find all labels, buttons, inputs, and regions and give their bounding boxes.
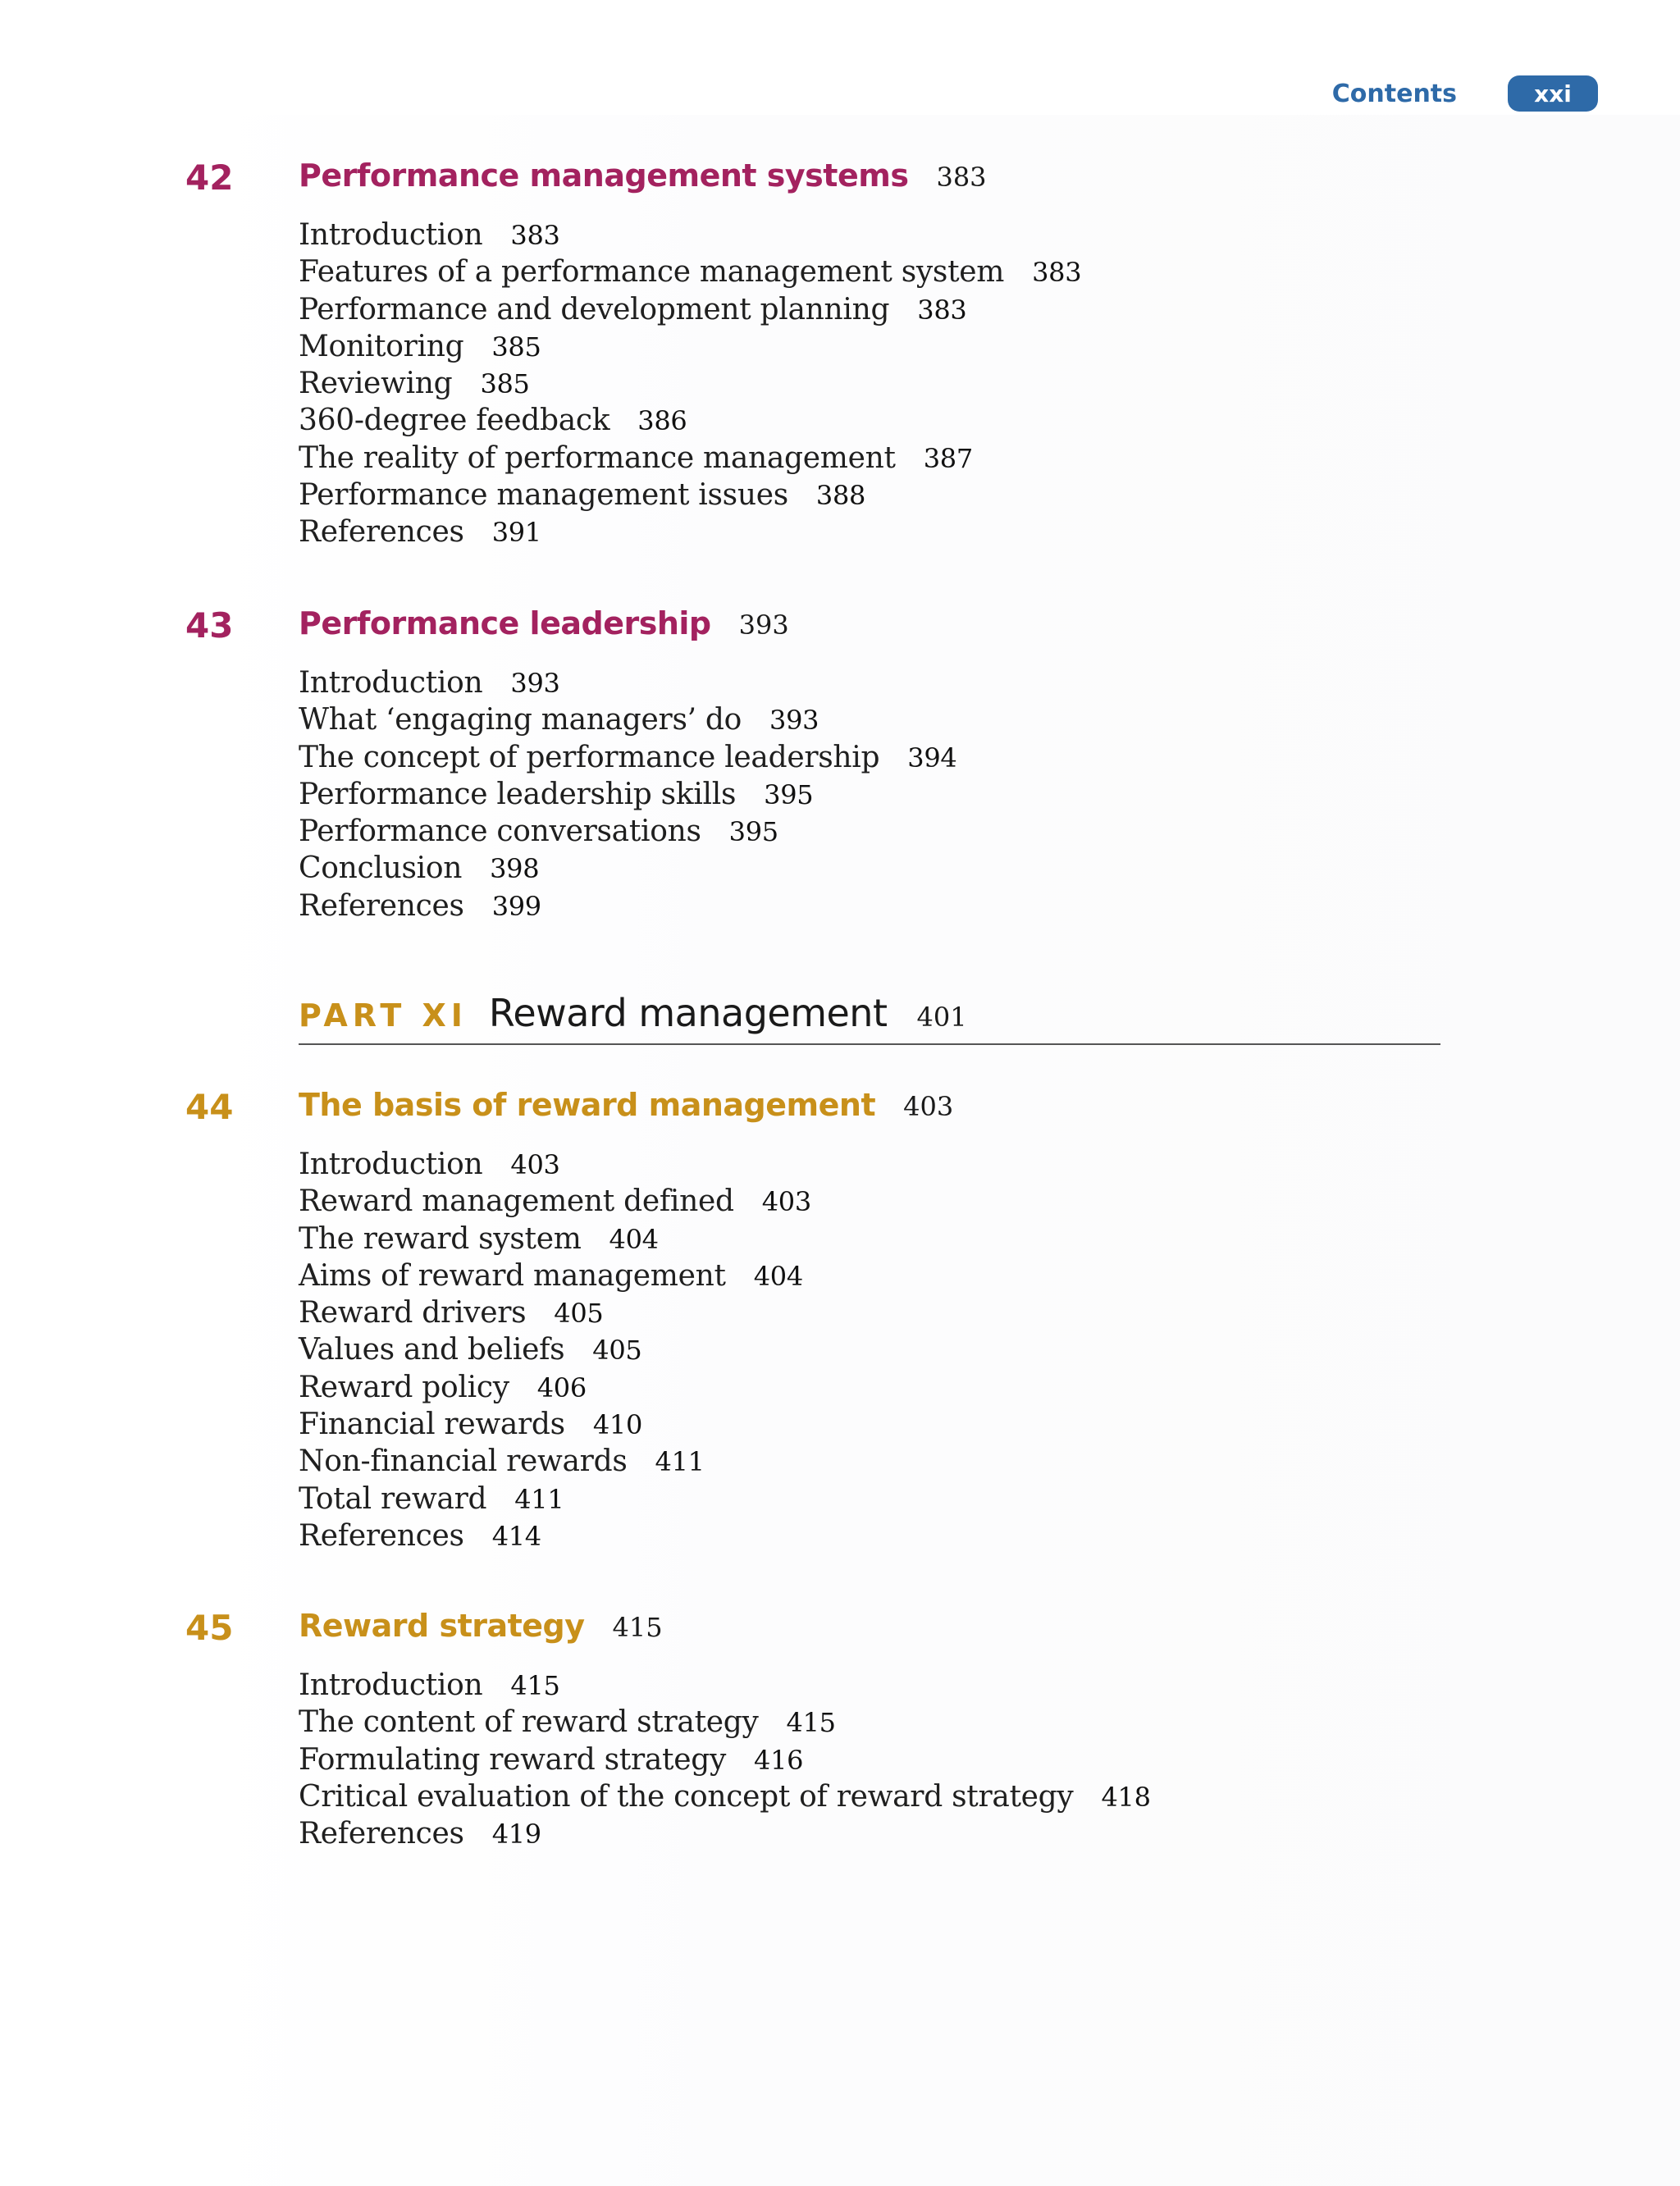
entry-label: 360-degree feedback <box>299 404 610 438</box>
entry-page: 386 <box>637 405 687 437</box>
entry-label: Reward management defined <box>299 1184 734 1219</box>
chapter-42 <box>185 157 1082 551</box>
toc-entry[interactable] <box>299 440 1081 477</box>
entry-page: 404 <box>753 1260 803 1292</box>
entry-page: 395 <box>764 778 814 810</box>
entry-label: Performance conversations <box>299 815 701 849</box>
toc-entry[interactable] <box>299 402 1081 439</box>
entry-page: 399 <box>491 890 541 922</box>
toc-entry[interactable] <box>299 664 956 701</box>
chapter-title[interactable]: The basis of reward management <box>299 1087 876 1123</box>
chapter-page: 393 <box>738 609 789 641</box>
entry-page: 416 <box>754 1744 804 1776</box>
entry-label: The reality of performance management <box>299 440 896 475</box>
entry-label: Reviewing <box>299 367 453 401</box>
entry-label: Values and beliefs <box>299 1333 565 1367</box>
toc-entry[interactable] <box>299 513 1081 550</box>
part-title[interactable]: Reward management <box>488 991 888 1035</box>
toc-entry[interactable] <box>299 1667 1151 1704</box>
entry-page: 393 <box>510 668 560 699</box>
entry-label: Conclusion <box>299 851 463 886</box>
toc-entry[interactable] <box>299 328 1081 365</box>
toc-entry[interactable] <box>299 1331 953 1368</box>
toc-entry[interactable] <box>299 365 1081 402</box>
entry-page: 405 <box>554 1298 604 1330</box>
toc-entry[interactable] <box>299 1741 1151 1778</box>
entry-label: Performance management issues <box>299 478 788 513</box>
entry-page: 395 <box>728 816 778 848</box>
entry-label: Critical evaluation of the concept of reward strategy <box>299 1779 1074 1814</box>
entry-label: The content of reward strategy <box>299 1705 759 1740</box>
chapter-43 <box>185 605 957 924</box>
entry-page: 394 <box>907 742 957 774</box>
entry-label: Reward drivers <box>299 1296 527 1330</box>
chapter-number: 44 <box>185 1087 234 1127</box>
chapter-number: 43 <box>185 605 234 646</box>
part-page: 401 <box>916 1002 967 1033</box>
entry-label: Total reward <box>299 1481 487 1516</box>
entry-label: References <box>299 1817 464 1851</box>
chapter-page: 403 <box>903 1091 954 1122</box>
chapter-title[interactable]: Performance management systems <box>299 157 909 194</box>
running-header <box>1332 75 1598 112</box>
entry-label: Introduction <box>299 1148 483 1181</box>
chapter-page: 415 <box>612 1612 663 1643</box>
entry-label: Performance and development planning <box>299 292 890 326</box>
toc-entry[interactable] <box>299 1294 953 1331</box>
entry-page: 403 <box>510 1149 560 1180</box>
entry-label: Non-financial rewards <box>299 1444 628 1479</box>
toc-entry[interactable] <box>299 1221 953 1257</box>
chapter-44 <box>185 1087 954 1554</box>
entry-page: 393 <box>769 705 819 737</box>
entry-label: Financial rewards <box>299 1408 565 1442</box>
entry-page: 398 <box>490 853 540 885</box>
toc-entry[interactable] <box>299 217 1081 253</box>
toc-entry[interactable] <box>299 1183 953 1220</box>
chapter-45 <box>185 1608 1151 1852</box>
chapter-page: 383 <box>936 162 987 193</box>
entry-label: The reward system <box>299 1221 582 1256</box>
entry-label: Introduction <box>299 1668 483 1702</box>
entry-label: Monitoring <box>299 329 464 363</box>
entry-label: Introduction <box>299 218 483 252</box>
entry-label: Features of a performance management system <box>299 255 1005 290</box>
chapter-title[interactable]: Performance leadership <box>299 605 711 641</box>
entry-label: Aims of reward management <box>299 1258 726 1293</box>
toc-entry[interactable] <box>299 1443 953 1480</box>
toc-entry[interactable] <box>299 701 956 738</box>
entry-page: 405 <box>592 1335 642 1367</box>
toc-entry[interactable] <box>299 291 1081 328</box>
toc-entry[interactable] <box>299 776 956 813</box>
toc-entry[interactable] <box>299 253 1081 290</box>
toc-entry[interactable] <box>299 1146 953 1183</box>
toc-entry[interactable] <box>299 1517 953 1554</box>
entry-page: 385 <box>480 368 530 400</box>
part-heading <box>299 991 1440 1045</box>
running-head-title: Contents <box>1331 79 1457 108</box>
entry-page: 415 <box>786 1707 836 1739</box>
entry-page: 410 <box>592 1409 643 1441</box>
entry-page: 385 <box>491 331 541 363</box>
entry-label: The concept of performance leadership <box>299 740 880 774</box>
toc-entry[interactable] <box>299 477 1081 513</box>
entry-label: References <box>299 515 464 550</box>
entry-label: References <box>299 888 464 923</box>
toc-entry[interactable] <box>299 1406 953 1443</box>
toc-entry[interactable] <box>299 1481 953 1517</box>
entry-page: 414 <box>491 1520 541 1552</box>
chapter-number: 45 <box>185 1608 234 1648</box>
toc-entry[interactable] <box>299 813 956 850</box>
chapter-title[interactable]: Reward strategy <box>299 1608 585 1644</box>
entry-page: 403 <box>761 1186 811 1218</box>
toc-entry[interactable] <box>299 1704 1151 1741</box>
toc-entry[interactable] <box>299 1778 1151 1815</box>
entry-page: 415 <box>510 1670 560 1701</box>
part-label: PART XI <box>299 997 468 1034</box>
toc-entry[interactable] <box>299 1369 953 1406</box>
entry-label: Performance leadership skills <box>299 777 737 811</box>
entry-page: 383 <box>510 220 560 251</box>
entry-page: 418 <box>1101 1781 1151 1813</box>
toc-entry[interactable] <box>299 1815 1151 1852</box>
entry-page: 388 <box>815 480 866 512</box>
entry-label: References <box>299 1518 464 1553</box>
entry-page: 411 <box>655 1446 705 1478</box>
entry-page: 391 <box>491 517 541 549</box>
toc-entry[interactable] <box>299 888 956 924</box>
entry-label: What ‘engaging managers’ do <box>299 703 742 737</box>
toc-entry[interactable] <box>299 1257 953 1294</box>
entry-page: 387 <box>923 442 973 474</box>
page-number-badge: xxi <box>1508 75 1598 112</box>
entry-label: Formulating reward strategy <box>299 1742 727 1777</box>
entry-label: Introduction <box>299 666 483 700</box>
entry-page: 419 <box>491 1819 541 1851</box>
entry-page: 411 <box>514 1483 564 1515</box>
chapter-number: 42 <box>185 157 234 198</box>
toc-entry[interactable] <box>299 850 956 887</box>
entry-page: 383 <box>1032 257 1082 289</box>
entry-page: 383 <box>917 294 967 326</box>
entry-page: 404 <box>609 1223 659 1255</box>
entry-page: 406 <box>536 1371 587 1403</box>
toc-entry[interactable] <box>299 739 956 776</box>
entry-label: Reward policy <box>299 1370 509 1404</box>
